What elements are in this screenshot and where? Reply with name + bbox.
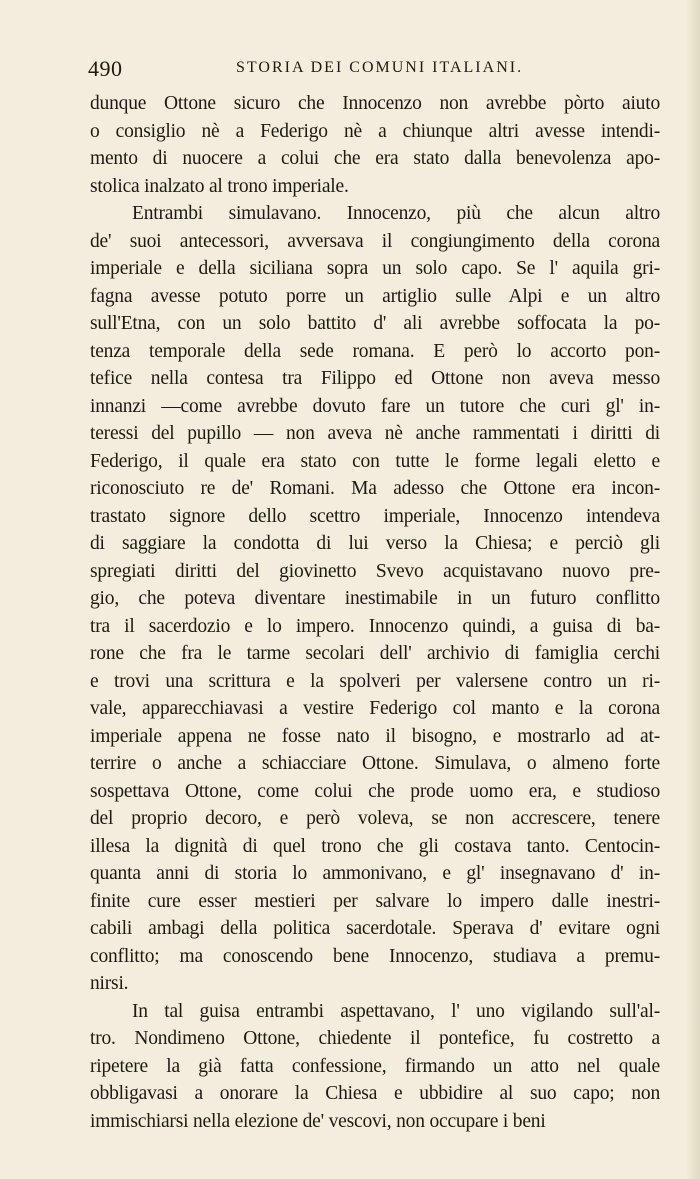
text-line: di saggiare la condotta di lui verso la Chiesa; e perciò gli xyxy=(90,533,660,554)
paragraph xyxy=(90,90,660,200)
text-line: teressi del pupillo — non aveva nè anche rammentati i diritti di xyxy=(90,423,660,444)
text-line: rone che fra le tarme secolari dell' archivio di famiglia cerchi xyxy=(90,643,660,664)
body-text xyxy=(90,90,660,1135)
text-line: o consiglio nè a Federigo nè a chiunque altri avesse intendi- xyxy=(90,120,660,142)
text-line: illesa la dignità di quel trono che gli costava tanto. Centocin- xyxy=(90,835,660,857)
text-line: riconosciuto re de' Romani. Ma adesso che Ottone era incon- xyxy=(90,478,660,499)
text-line: tenza temporale della sede romana. E però lo accorto pon- xyxy=(90,340,660,362)
text-line: gio, che poteva diventare inestimabile in un futuro conflitto xyxy=(90,588,660,609)
page-header xyxy=(88,56,658,86)
text-line: tra il sacerdozio e lo impero. Innocenzo quindi, a guisa di ba- xyxy=(90,615,660,637)
paragraph xyxy=(90,998,660,1136)
text-line: Entrambi simulavano. Innocenzo, più che alcun altro xyxy=(132,203,660,224)
text-line: sospettava Ottone, come colui che prode uomo era, e studioso xyxy=(90,780,660,802)
text-line: tefice nella contesa tra Filippo ed Ottone non aveva messo xyxy=(90,368,660,389)
text-line: tro. Nondimeno Ottone, chiedente il pontefice, fu costretto a xyxy=(90,1028,660,1049)
text-line: innanzi —come avrebbe dovuto fare un tutore che curi gl' in- xyxy=(90,395,660,417)
page-edge-shadow xyxy=(686,0,700,1179)
text-line: finite cure esser mestieri per salvare lo impero dalle inestri- xyxy=(90,890,660,912)
text-line: spregiati diritti del giovinetto Svevo acquistavano nuovo pre- xyxy=(90,560,660,582)
text-line: de' suoi antecessori, avversava il congiungimento della corona xyxy=(90,230,660,252)
text-line: stolica inalzato al trono imperiale. xyxy=(90,175,349,197)
text-line: imperiale appena ne fosse nato il bisogno, e mostrarlo ad at- xyxy=(90,725,660,747)
text-line: Federigo, il quale era stato con tutte le forme legali eletto e xyxy=(90,450,660,472)
text-line: e trovi una scrittura e la spolveri per valersene contro un ri- xyxy=(90,670,660,692)
text-line: obbligavasi a onorare la Chiesa e ubbidire al suo capo; non xyxy=(90,1083,660,1104)
text-line: immischiarsi nella elezione de' vescovi, non occupare i beni xyxy=(90,1110,546,1132)
text-line: vale, apparecchiavasi a vestire Federigo col manto e la corona xyxy=(90,698,660,719)
text-line: terrire o anche a schiacciare Ottone. Simulava, o almeno forte xyxy=(90,753,660,774)
text-line: quanta anni di storia lo ammonivano, e gl' insegnavano d' in- xyxy=(90,863,660,884)
text-line: cabili ambagi della politica sacerdotale. Sperava d' evitare ogni xyxy=(90,918,660,939)
text-line: conflitto; ma conoscendo bene Innocenzo, studiava a premu- xyxy=(90,945,660,967)
text-line: dunque Ottone sicuro che Innocenzo non avrebbe pòrto aiuto xyxy=(90,93,660,114)
text-line: nirsi. xyxy=(90,973,129,994)
text-line: sull'Etna, con un solo battito d' ali avrebbe soffocata la po- xyxy=(90,313,660,334)
page-number: 490 xyxy=(88,56,123,81)
paragraph xyxy=(90,200,660,998)
text-line: ripetere la già fatta confessione, firmando un atto nel quale xyxy=(90,1055,660,1077)
text-line: del proprio decoro, e però voleva, se non accrescere, tenere xyxy=(90,808,660,829)
text-line: fagna avesse potuto porre un artiglio sulle Alpi e un altro xyxy=(90,285,660,307)
text-line: imperiale e della siciliana sopra un solo capo. Se l' aquila gri- xyxy=(90,258,660,279)
text-line: In tal guisa entrambi aspettavano, l' uno vigilando sull'al- xyxy=(132,1000,660,1022)
text-line: mento di nuocere a colui che era stato dalla benevolenza apo- xyxy=(90,148,660,169)
text-line: trastato signore dello scettro imperiale, Innocenzo intendeva xyxy=(90,505,660,527)
running-title: STORIA DEI COMUNI ITALIANI. xyxy=(236,59,524,76)
